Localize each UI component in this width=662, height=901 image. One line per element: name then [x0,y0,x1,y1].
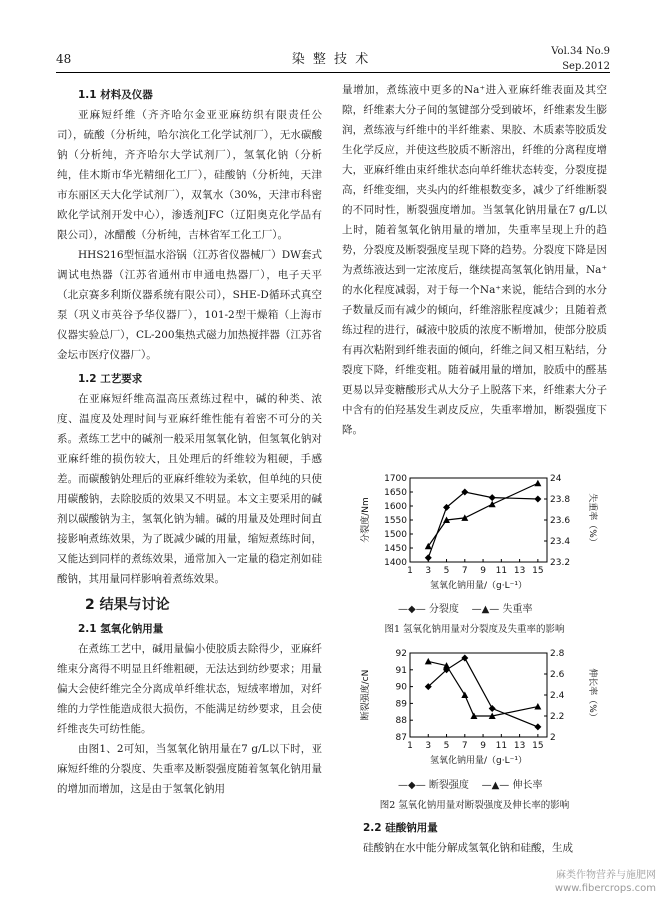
section-1-2-title: 1.2 工艺要求 [78,373,143,385]
y-right-tick-label: 2.6 [550,670,565,680]
x-tick-label: 9 [480,566,486,576]
data-point-diamond [489,494,496,501]
section-2-1-continued-paragraph: 量增加，煮练液中更多的Na⁺进入亚麻纤维表面及其空隙，纤维素大分子间的氢键部分受到破坏，纤维素发生膨润，煮练液与纤维中的半纤维素、果胶、木质素等胶质发生化学反应，并使这些胶质不断溶出，纤维的分离程度增大，亚麻纤维由束纤维状态向单纤维状态转变，分裂度提高，纤维变细，夹头内的纤维根数变多，减少了纤维断裂的不同时性，断裂强度增加。当氢氧化钠用量在7 g/L以上时，随着氢氧化钠用量的增加，失重率呈现上升的趋势，分裂度及断裂强度呈现下降的趋势。分裂度下降是因为煮练液达到一定浓度后，继续提高氢氧化钠用量，Na⁺的水化程度减弱，对于每一个Na⁺来说，能结合到的水分子数量反而有减少的倾向，纤维溶胀程度减少；且随着煮练过程的进行，碱液中胶质的浓度不断增加，使部分胶质有再次粘附到纤维表面的倾向，纤维之间又相互粘结，分裂度下降，纤维变粗。随着碱用量的增加，胶质中的醛基更易以异变糖酸形式从大分子上脱落下来，纤维素大分子中含有的伯羟基发生剥皮反应，失重率增加，断裂强度下降。 [342,84,607,436]
y-left-tick-label: 88 [395,716,407,727]
x-tick-label: 11 [495,741,508,751]
x-tick-label: 13 [513,741,526,751]
section-1-1-title: 1.1 材料及仪器 [78,89,153,101]
figure-2-chart [352,645,607,770]
data-point-diamond [534,723,541,730]
figure-2-legend [398,776,543,791]
x-axis-label: 氢氧化钠用量/（g·L⁻¹） [430,756,527,766]
journal-issue [551,44,610,74]
watermark [555,869,656,895]
watermark-url: www.fibercrops.com [554,883,656,894]
left-column [57,85,322,799]
y-right-axis-label: 失重率（%） [587,493,597,547]
figure-2-caption: 图2 氢氧化钠用量对断裂强度及伸长率的影响 [379,800,570,811]
data-point-diamond [489,705,496,712]
data-point-triangle [425,658,432,665]
volume-number: Vol.34 No.9 [551,46,610,57]
y-left-axis-label: 断裂强度/cN [361,669,371,721]
data-point-diamond [425,554,432,561]
x-tick-label: 15 [532,566,544,576]
data-point-triangle [534,703,541,710]
x-tick-label: 7 [461,566,468,576]
section-2-1-paragraph-a: 在煮练工艺中，碱用量偏小使胶质去除得少，亚麻纤维束分离得不明显且纤维粗硬，无法达到纺纱要求；用量偏大会使纤维完全分离成单纤维状态，短绒率增加，对纤维的力学性能造成很大损伤，不能满足纺纱要求，且会使纤维丧失可纺性能。 [57,643,322,735]
journal-title: 染 整 技 术 [291,52,371,67]
section-2-2-title: 2.2 硅酸钠用量 [363,822,438,834]
issue-date: Sep.2012 [562,61,610,72]
watermark-site-name: 麻类作物营养与施肥网 [556,870,656,881]
section-2-2-paragraph: 硅酸钠在水中能分解成氢氧化钠和硅酸，生成 [363,842,573,854]
data-point-triangle [461,692,468,699]
legend-series-2: 失重率 [502,604,533,615]
y-left-tick-label: 1400 [384,558,407,568]
process-paragraph: 在亚麻短纤维高温高压煮练过程中，碱的种类、浓度、温度及处理时间与亚麻纤维性能有着密不可分的关系。煮练工艺中的碱剂一般采用氢氧化钠，但氢氧化钠对亚麻纤维的损伤较大，且处理后的纤维较为粗硬，手感差。而碳酸钠处理后的亚麻纤维较为柔软，但单纯的只使用碳酸钠，去除胶质的效果又不明显。本文主要采用的碱剂以碳酸钠为主，氢氧化钠为辅。碱的用量及处理时间直接影响煮练效果，为了既减少碱的用量，缩短煮练时间，又能达到同样的煮练效果，通常加入一定量的稳定剂如硅酸钠，其用量同样影响着煮练效果。 [57,393,322,585]
y-left-tick-label: 1700 [384,474,407,484]
x-axis-label: 氢氧化钠用量/（g·L⁻¹） [430,581,527,591]
header-rule [56,72,610,73]
x-tick-label: 5 [443,566,450,576]
y-right-tick-label: 23.6 [550,516,571,526]
y-right-axis-label: 伸长率（%） [587,668,597,722]
instruments-paragraph: HHS216型恒温水浴锅（江苏省仪器械厂）DW套式调试电热器（江苏省通州市申通电热器厂），电子天平（北京赛多利斯仪器系统有限公司），SHE-D循环式真空泵（巩义市英谷予华仪器厂），101-2型干燥箱（上海市仪器实验总厂），CL-200集热式磁力加热搅拌器（江苏省金坛市医疗仪器厂）。 [57,249,322,361]
x-tick-label: 3 [425,566,432,576]
section-2-1-title: 2.1 氢氧化钠用量 [78,623,164,635]
x-tick-label: 3 [425,741,432,751]
data-point-diamond [534,496,541,503]
figure-1-caption: 图1 氢氧化钠用量对分裂度及失重率的影响 [384,624,565,635]
legend-triangle-icon: —▲— [481,780,510,791]
x-tick-label: 5 [443,741,450,751]
y-left-tick-label: 92 [395,649,407,659]
data-point-triangle [489,501,496,508]
figure-1-chart [352,470,607,595]
right-column-text [342,80,607,440]
plot-frame [410,653,547,737]
x-tick-label: 13 [513,566,526,576]
section-2-2-block [342,818,607,858]
figure-1-legend [398,600,533,615]
x-tick-label: 9 [480,741,486,751]
legend-series-1: 断裂强度 [428,780,469,791]
data-point-diamond [461,655,468,662]
y-left-axis-label: 分裂度/Nm [361,497,371,543]
x-tick-label: 11 [495,566,508,576]
y-left-tick-label: 1650 [384,488,407,498]
y-right-tick-label: 23.4 [550,537,571,547]
plot-frame [410,478,547,562]
legend-diamond-icon: —◆— [398,780,426,791]
y-left-tick-label: 1450 [384,544,407,554]
y-left-tick-label: 1600 [384,502,407,512]
x-tick-label: 1 [407,566,413,576]
section-2-1-paragraph-b: 由图1、2可知，当氢氧化钠用量在7 g/L以下时，亚麻短纤维的分裂度、失重率及断裂强度随着氢氧化钠用量的增加而增加，这是由于氢氧化钠用 [57,743,322,795]
x-tick-label: 15 [532,741,544,751]
y-right-tick-label: 2 [550,733,556,743]
x-tick-label: 1 [407,741,413,751]
y-right-tick-label: 2.2 [550,712,565,722]
legend-series-1: 分裂度 [428,604,459,615]
legend-diamond-icon: —◆— [398,604,426,615]
series-line-2 [428,483,538,546]
data-point-triangle [534,480,541,487]
y-right-tick-label: 23.8 [550,495,571,505]
series-line-1 [428,492,538,558]
page-number: 48 [56,52,72,66]
y-left-tick-label: 1500 [384,530,407,540]
y-left-tick-label: 1550 [384,516,407,526]
section-2-title: 2 结果与讨论 [85,597,170,613]
y-left-tick-label: 87 [395,733,407,743]
materials-paragraph: 亚麻短纤维（齐齐哈尔金亚亚麻纺织有限责任公司），硫酸（分析纯，哈尔滨化工化学试剂厂），无水碳酸钠（分析纯，齐齐哈尔大学试剂厂），氢氧化钠（分析纯，佳木斯市华光精细化工厂），硅酸钠（分析纯，天津市东丽区天大化学试剂厂），双氧水（30%，天津市科密欧化学试剂开发中心），渗透剂JFC（辽阳奥克化学品有限公司），冰醋酸（分析纯，吉林省军工化工厂）。 [57,109,322,241]
y-left-tick-label: 91 [395,665,407,676]
y-left-tick-label: 89 [395,699,407,710]
legend-triangle-icon: —▲— [471,604,500,615]
y-right-tick-label: 2.8 [550,649,565,659]
y-left-tick-label: 90 [395,682,407,693]
legend-series-2: 伸长率 [512,780,543,791]
x-tick-label: 7 [461,741,468,751]
y-right-tick-label: 23.2 [550,558,571,568]
y-right-tick-label: 24 [550,474,562,484]
y-right-tick-label: 2.4 [550,691,565,701]
